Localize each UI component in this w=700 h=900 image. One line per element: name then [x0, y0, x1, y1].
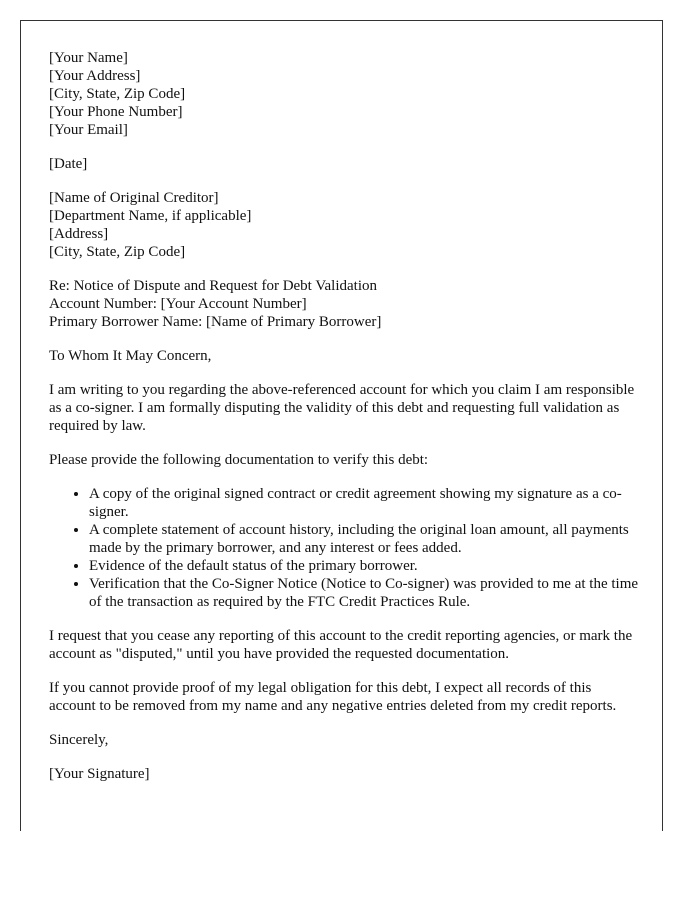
account-number: Account Number: [Your Account Number]: [49, 296, 307, 312]
recipient-block: [49, 189, 639, 261]
sender-city: [City, State, Zip Code]: [49, 86, 186, 102]
letter-page: [20, 20, 663, 831]
sender-address: [Your Address]: [49, 68, 141, 84]
reference-block: [49, 277, 639, 331]
primary-borrower: Primary Borrower Name: [Name of Primary Borrower]: [49, 314, 382, 330]
recipient-city: [City, State, Zip Code]: [49, 244, 186, 260]
sender-email: [Your Email]: [49, 122, 128, 138]
sender-phone: [Your Phone Number]: [49, 104, 183, 120]
list-item: • Verification that the Co-Signer Notice (Notice to Co-signer) was provided to me at the time of the transaction as required by the FTC Credit Practices Rule.: [89, 575, 639, 611]
list-item: • A complete statement of account history, including the original loan amount, all payments made by the primary borrower, and any interest or fees added.: [89, 521, 639, 557]
recipient-address: [Address]: [49, 226, 109, 242]
salutation: To Whom It May Concern,: [49, 348, 212, 364]
list-item: • A copy of the original signed contract or credit agreement showing my signature as a co-signer.: [89, 485, 639, 521]
re-subject: Re: Notice of Dispute and Request for Debt Validation: [49, 278, 377, 294]
paragraph-2: Please provide the following documentation to verify this debt:: [49, 452, 429, 468]
documentation-list: [49, 485, 639, 611]
paragraph-3: I request that you cease any reporting of this account to the credit reporting agencies, or mark the account as "disputed," until you have provided the requested documentation.: [49, 628, 633, 662]
signature: [Your Signature]: [49, 766, 150, 782]
closing: Sincerely,: [49, 732, 109, 748]
paragraph-1: I am writing to you regarding the above-referenced account for which you claim I am responsible as a co-signer. I am formally disputing the validity of this debt and requesting full validation as required by law.: [49, 382, 635, 434]
date: [Date]: [49, 156, 88, 172]
sender-name: [Your Name]: [49, 50, 128, 66]
list-item: • Evidence of the default status of the primary borrower.: [89, 557, 639, 575]
recipient-name: [Name of Original Creditor]: [49, 190, 219, 206]
sender-block: [49, 49, 639, 139]
recipient-department: [Department Name, if applicable]: [49, 208, 252, 224]
paragraph-4: If you cannot provide proof of my legal obligation for this debt, I expect all records of this account to be removed from my name and any negative entries deleted from my credit reports.: [49, 680, 617, 714]
